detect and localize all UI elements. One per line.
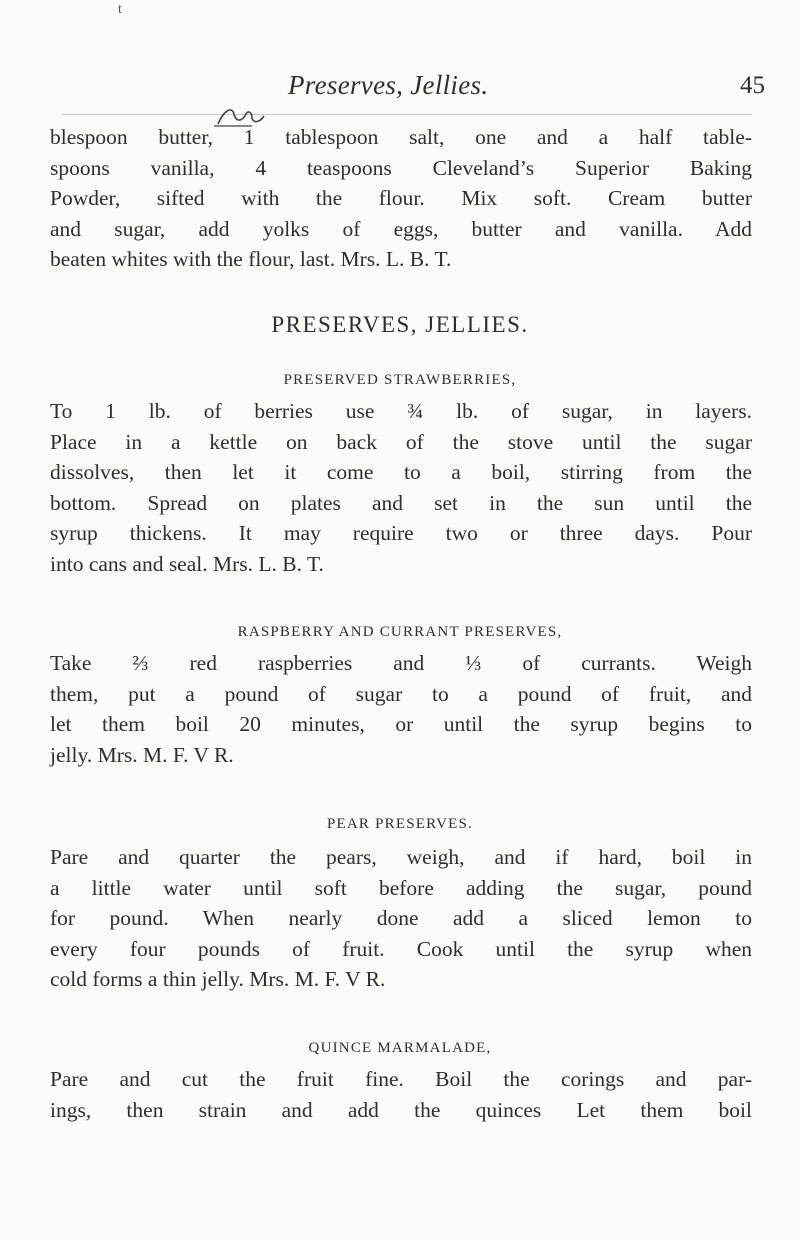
text-line-signed	[50, 964, 752, 995]
recipe-body	[50, 648, 752, 770]
recipe-title: RASPBERRY AND CURRANT PRESERVES,	[237, 624, 563, 640]
signature: Mrs. M. F. V R.	[97, 742, 234, 767]
text-line-signed	[50, 549, 752, 580]
text-line: spoons vanilla, 4 teaspoons Cleveland’s Superior Baking	[50, 155, 752, 180]
text-line: and sugar, add yolks of eggs, butter and vanilla. Add	[50, 216, 752, 241]
text-line: blespoon butter, 1 tablespoon salt, one and a half table-	[50, 125, 752, 149]
text-line: syrup thickens. It may require two or three days. Pour	[50, 521, 752, 545]
text-line: dissolves, then let it come to a boil, stirring from the	[50, 460, 752, 484]
text-line: Pare and cut the fruit fine. Boil the corings and par-	[50, 1067, 752, 1091]
text-line: To 1 lb. of berries use ¾ lb. of sugar, in layers.	[50, 399, 752, 423]
text-line: let them boil 20 minutes, or until the syrup begins to	[50, 712, 752, 736]
text-line: Take ⅔ red raspberries and ⅓ of currants. Weigh	[50, 651, 752, 675]
recipe-title: PEAR PRESERVES.	[327, 816, 473, 832]
continuation-paragraph	[50, 122, 752, 275]
text-line: bottom. Spread on plates and set in the sun until the	[50, 490, 752, 515]
text-line: cold forms a thin jelly.	[50, 967, 244, 991]
text-line: beaten whites with the flour, last.	[50, 247, 336, 271]
signature: Mrs. L. B. T.	[213, 551, 324, 576]
text-line: a little water until soft before adding the sugar, pound	[50, 875, 752, 900]
text-line: Powder, sifted with the flour. Mix soft. Cream butter	[50, 186, 752, 210]
text-line: jelly.	[50, 742, 93, 767]
running-title: Preserves, Jellies.	[288, 70, 489, 100]
text-line-signed	[50, 244, 752, 275]
recipe-title: PRESERVED STRAWBERRIES,	[283, 372, 517, 388]
text-line: every four pounds of fruit. Cook until the syrup when	[50, 936, 752, 961]
text-line-signed	[50, 740, 752, 771]
recipe-body	[50, 842, 752, 995]
text-line: Pare and quarter the pears, weigh, and if hard, boil in	[50, 845, 752, 869]
text-line: into cans and seal.	[50, 551, 208, 576]
text-line: for pound. When nearly done add a sliced lemon to	[50, 906, 752, 930]
text-line: ings, then strain and add the quinces Let them boil	[50, 1097, 752, 1122]
signature: Mrs. L. B. T.	[340, 247, 452, 271]
recipe-body	[50, 1064, 752, 1125]
running-head	[0, 70, 800, 104]
recipe-title: QUINCE MARMALADE,	[308, 1040, 492, 1056]
text-line: Place in a kettle on back of the stove until the sugar	[50, 429, 752, 454]
recipe-body	[50, 396, 752, 579]
section-heading: PRESERVES, JELLIES.	[271, 312, 529, 337]
text-line: them, put a pound of sugar to a pound of fruit, and	[50, 681, 752, 706]
header-rule	[62, 114, 752, 115]
signature: Mrs. M. F. V R.	[249, 967, 386, 991]
page-number: 45	[740, 72, 765, 99]
stray-mark: t	[118, 2, 122, 17]
